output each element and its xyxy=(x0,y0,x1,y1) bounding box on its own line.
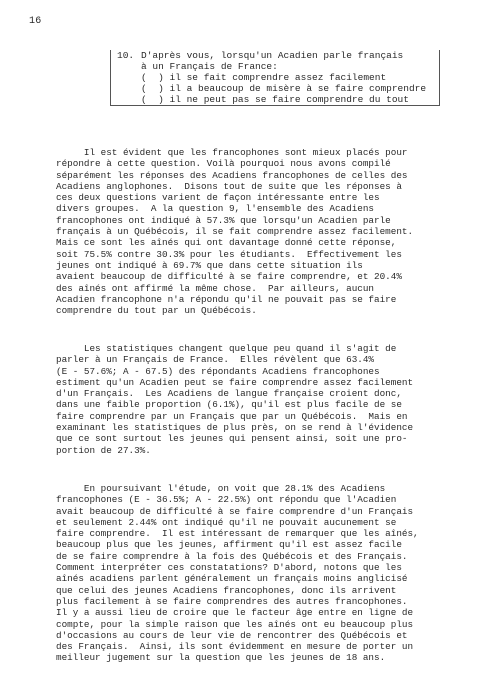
answer-option: ( ) il a beaucoup de misère à se faire comprendre xyxy=(141,83,427,94)
question-text: D'après vous, lorsqu'un Acadien parle français xyxy=(141,50,404,61)
text-line: francophones (E - 36.5%; A - 22.5%) ont répondu que l'Acadien xyxy=(56,494,397,506)
paragraph-1 xyxy=(56,147,444,316)
text-line: divers groupes. A la question 9, l'ensemble des Acadiens xyxy=(56,203,375,215)
question-text: à un Français de France: xyxy=(141,61,278,72)
text-line: francophones ont indiqué à 57.3% que lorsqu'un Acadien parle xyxy=(56,214,391,226)
text-line: Il est évident que les francophones sont mieux placés pour xyxy=(56,147,408,158)
text-line: et seulement 2.44% ont indiqué qu'il ne pouvait aucunement se xyxy=(56,516,397,528)
text-line: ces deux questions varient de façon intéressante entre les xyxy=(56,192,380,204)
answer-option: ( ) il ne peut pas se faire comprendre du tout xyxy=(141,94,409,105)
text-line: Acadiens anglophones. Disons tout de suite que les réponses à xyxy=(56,180,402,192)
text-line: français à un Québécois, il se fait comprendre assez facilement. xyxy=(56,226,414,238)
text-line: portion de 27.3%. xyxy=(56,444,151,456)
text-line: Il y a aussi lieu de croire que le facteur âge entre en ligne de xyxy=(56,607,414,619)
paragraph-3 xyxy=(56,483,444,664)
text-line: soit 75.5% contre 30.3% pour les étudiants. Effectivement les xyxy=(56,248,402,260)
text-line: aînés acadiens parlent généralement un français moins anglicisé xyxy=(56,573,408,585)
text-line: estiment qu'un Acadien peut se faire comprendre assez facilement xyxy=(56,376,414,388)
text-line: plus facilement à se faire comprendres des autres francophones. xyxy=(56,595,408,607)
text-line: que celui des jeunes Acadiens francophones, donc ils arrivent xyxy=(56,584,397,596)
question-line xyxy=(117,50,439,61)
text-line: comprendre du tout par un Québécois. xyxy=(56,305,257,317)
text-line: séparément les réponses des Acadiens francophones de celles des xyxy=(56,169,408,181)
paragraph-2 xyxy=(56,343,444,456)
text-line: des Français. Ainsi, ils sont évidemment en mesure de porter un xyxy=(56,641,414,653)
text-line: que ce sont surtout les jeunes qui pensent ainsi, soit une pro- xyxy=(56,433,408,445)
text-line: des aînés ont affirmé la même chose. Par ailleurs, aucun xyxy=(56,282,375,294)
text-line: Comment interpréter ces constatations? D'abord, notons que les xyxy=(56,562,402,574)
page-number: 16 xyxy=(29,16,42,27)
text-line: meilleur jugement sur la question que les jeunes de 18 ans. xyxy=(56,652,386,664)
text-line: Mais ce sont les aînés qui ont davantage donné cette réponse, xyxy=(56,237,397,249)
text-line: faire comprendre par un Français que par un Québécois. Mais en xyxy=(56,410,408,422)
text-line: avait beaucoup de difficulté à se faire comprendre d'un Français xyxy=(56,505,414,517)
text-line: En poursuivant l'étude, on voit que 28.1% des Acadiens xyxy=(56,483,386,494)
text-line: Acadien francophone n'a répondu qu'il ne pouvait pas se faire xyxy=(56,293,397,305)
text-line: beaucoup plus que les jeunes, affirment qu'il est assez facile xyxy=(56,539,402,551)
text-line: (E - 57.6%; A - 67.5) des répondants Acadiens francophones xyxy=(56,365,380,377)
text-line: d'un Français. Les Acadiens de langue française croient donc, xyxy=(56,388,402,400)
text-line: compte, pour la simple raison que les aînés ont eu beaucoup plus xyxy=(56,618,414,630)
text-line: Les statistiques changent quelque peu quand il s'agit de xyxy=(56,343,397,354)
answer-option: ( ) il se fait comprendre assez facilement xyxy=(141,72,387,83)
text-line: jeunes ont indiqué à 69.7% que dans cette situation ils xyxy=(56,259,363,271)
text-line: examinant les statistiques de plus près, on se rend à l'évidence xyxy=(56,422,414,434)
text-line: dans une faible proportion (6.1%), qu'il est plus facile de se xyxy=(56,399,402,411)
question-box xyxy=(110,50,440,106)
question-number: 10. xyxy=(117,50,135,61)
text-line: d'occasions au cours de leur vie de rencontrer des Québécois et xyxy=(56,629,408,641)
text-line: répondre à cette question. Voilà pourquoi nous avons compilé xyxy=(56,158,391,170)
text-line: parler à un Français de France. Elles révèlent que 63.4% xyxy=(56,354,375,366)
text-line: de se faire comprendre à la fois des Québécois et des Français. xyxy=(56,550,408,562)
text-line: avaient beaucoup de difficulté à se faire comprendre, et 20.4% xyxy=(56,271,402,283)
text-line: faire comprendre. Il est intéressant de remarquer que les aînés, xyxy=(56,528,419,540)
